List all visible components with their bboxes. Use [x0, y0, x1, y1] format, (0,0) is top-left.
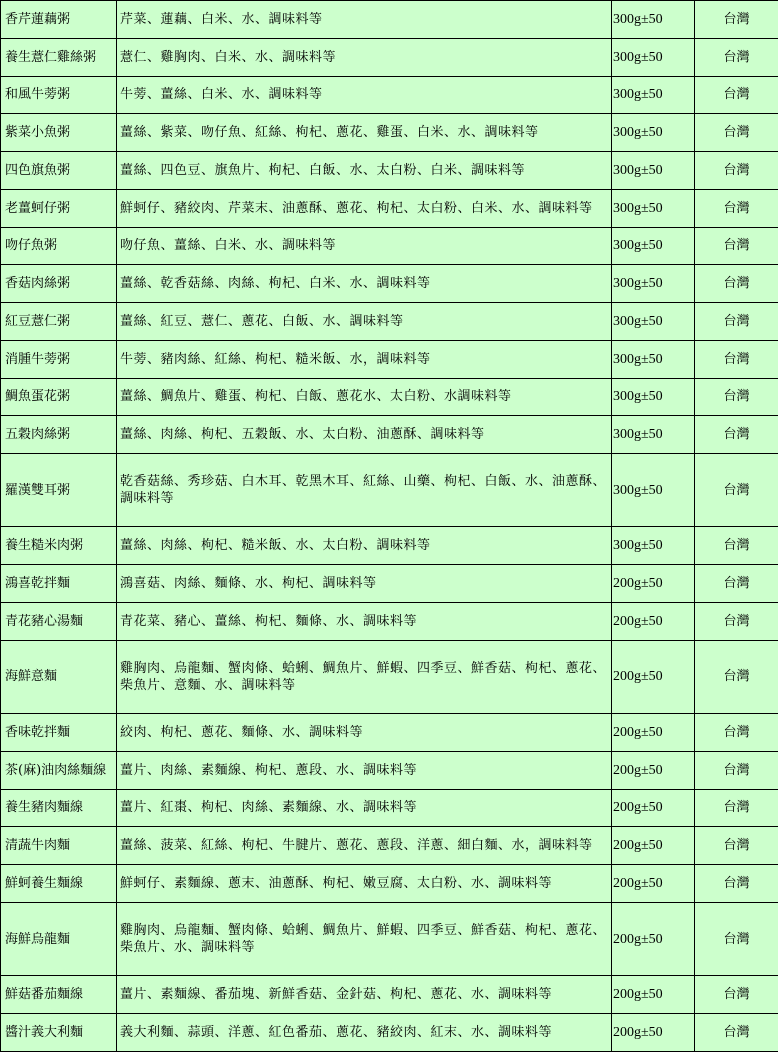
product-name-cell: 海鮮烏龍麵: [1, 902, 117, 975]
product-name-cell: 清蔬牛肉麵: [1, 827, 117, 865]
table-row: [1, 865, 778, 903]
origin-cell: 台灣: [695, 114, 778, 152]
product-name-cell: 鴻喜乾拌麵: [1, 565, 117, 603]
weight-cell: 300g±50: [612, 114, 695, 152]
weight-cell: 300g±50: [612, 378, 695, 416]
product-name-cell: 養生豬肉麵線: [1, 789, 117, 827]
product-name-cell: 和風牛蒡粥: [1, 76, 117, 114]
ingredients-cell: 薏仁、雞胸肉、白米、水、調味料等: [117, 38, 612, 76]
ingredients-cell: 義大利麵、蒜頭、洋蔥、紅色番茄、蔥花、豬絞肉、紅末、水、調味料等: [117, 1014, 612, 1052]
table-row: [1, 640, 778, 713]
weight-cell: 300g±50: [612, 76, 695, 114]
ingredients-cell: 薑片、素麵線、番茄塊、新鮮香菇、金針菇、枸杞、蔥花、水、調味料等: [117, 976, 612, 1014]
ingredients-cell: 薑絲、四色豆、旗魚片、枸杞、白飯、水、太白粉、白米、調味料等: [117, 152, 612, 190]
origin-cell: 台灣: [695, 565, 778, 603]
weight-cell: 300g±50: [612, 227, 695, 265]
table-row: [1, 76, 778, 114]
origin-cell: 台灣: [695, 189, 778, 227]
ingredients-cell: 薑絲、紫菜、吻仔魚、紅絲、枸杞、蔥花、雞蛋、白米、水、調味料等: [117, 114, 612, 152]
weight-cell: 300g±50: [612, 527, 695, 565]
ingredients-cell: 薑絲、肉絲、枸杞、五穀飯、水、太白粉、油蔥酥、調味料等: [117, 416, 612, 454]
weight-cell: 200g±50: [612, 602, 695, 640]
origin-cell: 台灣: [695, 602, 778, 640]
ingredients-cell: 薑絲、肉絲、枸杞、糙米飯、水、太白粉、調味料等: [117, 527, 612, 565]
product-name-cell: 五穀肉絲粥: [1, 416, 117, 454]
product-name-cell: 鮮菇番茄麵線: [1, 976, 117, 1014]
table-row: [1, 189, 778, 227]
product-name-cell: 吻仔魚粥: [1, 227, 117, 265]
ingredients-cell: 牛蒡、豬肉絲、紅絲、枸杞、糙米飯、水，調味料等: [117, 340, 612, 378]
weight-cell: 300g±50: [612, 303, 695, 341]
product-name-cell: 海鮮意麵: [1, 640, 117, 713]
table-row: [1, 114, 778, 152]
ingredients-cell: 薑絲、乾香菇絲、肉絲、枸杞、白米、水、調味料等: [117, 265, 612, 303]
origin-cell: 台灣: [695, 751, 778, 789]
origin-cell: 台灣: [695, 714, 778, 752]
weight-cell: 300g±50: [612, 454, 695, 527]
origin-cell: 台灣: [695, 454, 778, 527]
weight-cell: 200g±50: [612, 565, 695, 603]
ingredients-cell: 牛蒡、薑絲、白米、水、調味料等: [117, 76, 612, 114]
table-row: [1, 751, 778, 789]
ingredients-cell: 乾香菇絲、秀珍菇、白木耳、乾黑木耳、紅絲、山藥、枸杞、白飯、水、油蔥酥、調味料等: [117, 454, 612, 527]
product-name-cell: 四色旗魚粥: [1, 152, 117, 190]
product-name-cell: 養生薏仁雞絲粥: [1, 38, 117, 76]
origin-cell: 台灣: [695, 789, 778, 827]
table-row: [1, 789, 778, 827]
weight-cell: 200g±50: [612, 714, 695, 752]
ingredients-cell: 青花菜、豬心、薑絲、枸杞、麵條、水、調味料等: [117, 602, 612, 640]
product-name-cell: 羅漢雙耳粥: [1, 454, 117, 527]
weight-cell: 300g±50: [612, 1, 695, 39]
origin-cell: 台灣: [695, 865, 778, 903]
origin-cell: 台灣: [695, 378, 778, 416]
ingredients-cell: 鮮蚵仔、素麵線、蔥末、油蔥酥、枸杞、嫩豆腐、太白粉、水、調味料等: [117, 865, 612, 903]
product-name-cell: 香味乾拌麵: [1, 714, 117, 752]
table-row: [1, 1014, 778, 1052]
table-row: [1, 378, 778, 416]
product-name-cell: 醬汁義大利麵: [1, 1014, 117, 1052]
table-row: [1, 227, 778, 265]
weight-cell: 200g±50: [612, 976, 695, 1014]
weight-cell: 200g±50: [612, 1014, 695, 1052]
weight-cell: 200g±50: [612, 640, 695, 713]
table-row: [1, 565, 778, 603]
product-name-cell: 紅豆薏仁粥: [1, 303, 117, 341]
weight-cell: 300g±50: [612, 265, 695, 303]
table-row: [1, 416, 778, 454]
ingredients-cell: 芹菜、蓮藕、白米、水、調味料等: [117, 1, 612, 39]
weight-cell: 300g±50: [612, 340, 695, 378]
origin-cell: 台灣: [695, 152, 778, 190]
ingredients-cell: 薑絲、鯛魚片、雞蛋、枸杞、白飯、蔥花水、太白粉、水調味料等: [117, 378, 612, 416]
origin-cell: 台灣: [695, 976, 778, 1014]
origin-cell: 台灣: [695, 640, 778, 713]
weight-cell: 200g±50: [612, 789, 695, 827]
table-row: [1, 1, 778, 39]
origin-cell: 台灣: [695, 902, 778, 975]
product-name-cell: 紫菜小魚粥: [1, 114, 117, 152]
table-row: [1, 303, 778, 341]
ingredients-cell: 薑絲、菠菜、紅絲、枸杞、牛腱片、蔥花、蔥段、洋蔥、細白麵、水，調味料等: [117, 827, 612, 865]
origin-cell: 台灣: [695, 827, 778, 865]
weight-cell: 200g±50: [612, 902, 695, 975]
table-row: [1, 340, 778, 378]
product-name-cell: 鯛魚蛋花粥: [1, 378, 117, 416]
origin-cell: 台灣: [695, 38, 778, 76]
weight-cell: 300g±50: [612, 416, 695, 454]
table-row: [1, 602, 778, 640]
product-name-cell: 青花豬心湯麵: [1, 602, 117, 640]
ingredients-cell: 雞胸肉、烏龍麵、蟹肉條、蛤蜊、鯛魚片、鮮蝦、四季豆、鮮香菇、枸杞、蔥花、柴魚片、水、調味料等: [117, 902, 612, 975]
origin-cell: 台灣: [695, 340, 778, 378]
origin-cell: 台灣: [695, 265, 778, 303]
table-row: [1, 902, 778, 975]
product-name-cell: 養生糙米肉粥: [1, 527, 117, 565]
weight-cell: 300g±50: [612, 38, 695, 76]
origin-cell: 台灣: [695, 1014, 778, 1052]
origin-cell: 台灣: [695, 416, 778, 454]
product-name-cell: 茶(麻)油肉絲麵線: [1, 751, 117, 789]
product-name-cell: 香菇肉絲粥: [1, 265, 117, 303]
weight-cell: 300g±50: [612, 189, 695, 227]
table-row: [1, 152, 778, 190]
table-row: [1, 827, 778, 865]
weight-cell: 200g±50: [612, 827, 695, 865]
product-name-cell: 老薑蚵仔粥: [1, 189, 117, 227]
table-row: [1, 527, 778, 565]
product-name-cell: 鮮蚵養生麵線: [1, 865, 117, 903]
table-row: [1, 714, 778, 752]
ingredients-cell: 鮮蚵仔、豬絞肉、芹菜末、油蔥酥、蔥花、枸杞、太白粉、白米、水、調味料等: [117, 189, 612, 227]
table-row: [1, 976, 778, 1014]
ingredients-cell: 薑絲、紅豆、薏仁、蔥花、白飯、水、調味料等: [117, 303, 612, 341]
origin-cell: 台灣: [695, 227, 778, 265]
table-row: [1, 38, 778, 76]
product-name-cell: 消腫牛蒡粥: [1, 340, 117, 378]
origin-cell: 台灣: [695, 303, 778, 341]
weight-cell: 200g±50: [612, 865, 695, 903]
ingredients-cell: 薑片、肉絲、素麵線、枸杞、蔥段、水、調味料等: [117, 751, 612, 789]
product-name-cell: 香芹蓮藕粥: [1, 1, 117, 39]
product-table-body: [1, 1, 778, 1052]
ingredients-cell: 雞胸肉、烏龍麵、蟹肉條、蛤蜊、鯛魚片、鮮蝦、四季豆、鮮香菇、枸杞、蔥花、柴魚片、意麵、水、調味料等: [117, 640, 612, 713]
ingredients-cell: 絞肉、枸杞、蔥花、麵條、水、調味料等: [117, 714, 612, 752]
origin-cell: 台灣: [695, 76, 778, 114]
ingredients-cell: 鴻喜菇、肉絲、麵條、水、枸杞、調味料等: [117, 565, 612, 603]
origin-cell: 台灣: [695, 1, 778, 39]
origin-cell: 台灣: [695, 527, 778, 565]
ingredients-cell: 薑片、紅棗、枸杞、肉絲、素麵線、水、調味料等: [117, 789, 612, 827]
ingredients-cell: 吻仔魚、薑絲、白米、水、調味料等: [117, 227, 612, 265]
table-row: [1, 265, 778, 303]
table-row: [1, 454, 778, 527]
weight-cell: 200g±50: [612, 751, 695, 789]
weight-cell: 300g±50: [612, 152, 695, 190]
